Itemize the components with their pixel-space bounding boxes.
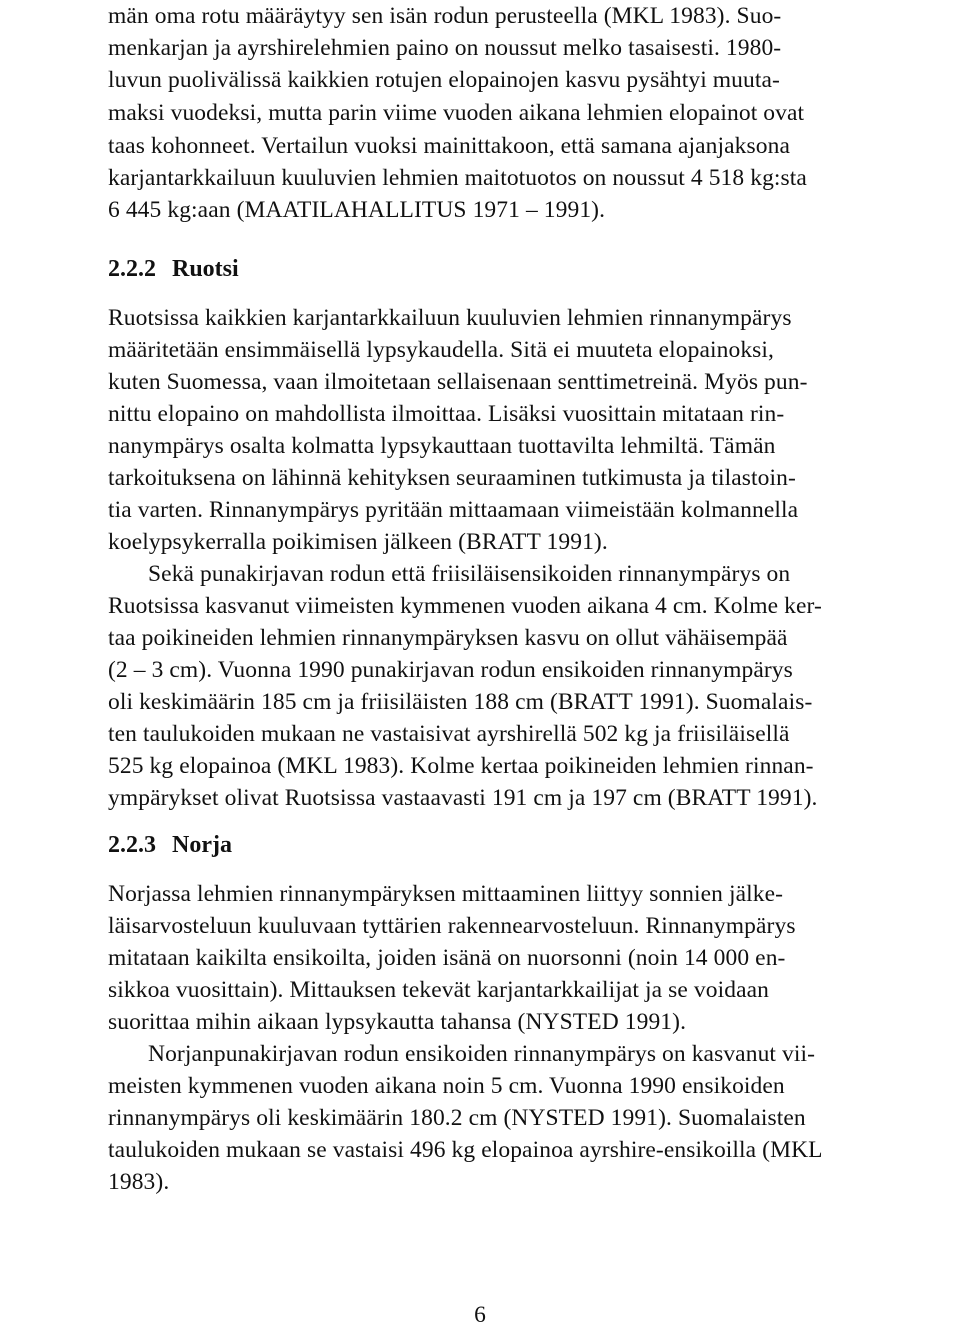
text-line: män oma rotu määräytyy sen isän rodun perusteella (MKL 1983). Suo- <box>108 3 782 29</box>
text-line: taas kohonneet. Vertailun vuoksi mainittakoon, että samana ajanjaksona <box>108 133 791 159</box>
text-line: suorittaa mihin aikaan lypsykautta tahansa (NYSTED 1991). <box>108 1009 687 1035</box>
text-line: 6 445 kg:aan (MAATILAHALLITUS 1971 – 1991). <box>108 197 606 223</box>
section-number: 2.2.3 <box>108 832 156 858</box>
page-number: 6 <box>474 1302 486 1328</box>
text-line: rinnanympärys oli keskimäärin 180.2 cm (NYSTED 1991). Suomalaisten <box>108 1105 806 1131</box>
text-line: meisten kymmenen vuoden aikana noin 5 cm. Vuonna 1990 ensikoiden <box>108 1073 785 1099</box>
text-line: (2 – 3 cm). Vuonna 1990 punakirjavan rodun ensikoiden rinnanympärys <box>108 657 793 683</box>
text-line: Norjanpunakirjavan rodun ensikoiden rinnanympärys on kasvanut vii- <box>148 1041 816 1067</box>
section-number: 2.2.2 <box>108 256 156 282</box>
text-line: Sekä punakirjavan rodun että friisiläisensikoiden rinnanympärys on <box>148 561 791 587</box>
text-line: 1983). <box>108 1169 170 1195</box>
text-line: läisarvosteluun kuuluvaan tyttärien rakennearvosteluun. Rinnanympärys <box>108 913 796 939</box>
text-line: ten taulukoiden mukaan ne vastaisivat ayrshirellä 502 kg ja friisiläisellä <box>108 721 790 747</box>
text-line: 525 kg elopainoa (MKL 1983). Kolme kertaa poikineiden lehmien rinnan- <box>108 753 814 779</box>
text-line: oli keskimäärin 185 cm ja friisiläisten 188 cm (BRATT 1991). Suomalais- <box>108 689 813 715</box>
section-heading-ruotsi <box>108 253 239 285</box>
text-line: nittu elopaino on mahdollista ilmoittaa. Lisäksi vuosittain mitataan rin- <box>108 401 785 427</box>
text-line: koelypsykerralla poikimisen jälkeen (BRATT 1991). <box>108 529 608 555</box>
text-line: sikkoa vuosittain). Mittauksen tekevät karjantarkkailijat ja se voidaan <box>108 977 769 1003</box>
text-line: tia varten. Rinnanympärys pyritään mittaamaan viimeistään kolmannella <box>108 497 799 523</box>
text-line: ympärykset olivat Ruotsissa vastaavasti 191 cm ja 197 cm (BRATT 1991). <box>108 785 818 811</box>
text-line: taulukoiden mukaan se vastaisi 496 kg elopainoa ayrshire-ensikoilla (MKL <box>108 1137 823 1163</box>
text-line: Norjassa lehmien rinnanympäryksen mittaaminen liittyy sonnien jälke- <box>108 881 784 907</box>
text-line: taa poikineiden lehmien rinnanympäryksen kasvu on ollut vähäisempää <box>108 625 788 651</box>
text-line: mitataan kaikilta ensikoilta, joiden isänä on nuorsonni (noin 14 000 en- <box>108 945 786 971</box>
text-line: kuten Suomessa, vaan ilmoitetaan sellaisenaan senttimetreinä. Myös pun- <box>108 369 808 395</box>
text-line: määritetään ensimmäisellä lypsykaudella. Sitä ei muuteta elopainoksi, <box>108 337 775 363</box>
section-title: Ruotsi <box>172 256 239 282</box>
text-line: luvun puolivälissä kaikkien rotujen elopainojen kasvu pysähtyi muuta- <box>108 67 780 93</box>
text-line: tarkoituksena on lähinnä kehityksen seuraaminen tutkimusta ja tilastoin- <box>108 465 796 491</box>
text-line: menkarjan ja ayrshirelehmien paino on noussut melko tasaisesti. 1980- <box>108 35 782 61</box>
text-line: maksi vuodeksi, mutta parin viime vuoden aikana lehmien elopainot ovat <box>108 100 805 126</box>
section-heading-norja <box>108 829 232 861</box>
section-title: Norja <box>172 832 232 858</box>
text-line: Ruotsissa kaikkien karjantarkkailuun kuuluvien lehmien rinnanympärys <box>108 305 792 331</box>
text-line: Ruotsissa kasvanut viimeisten kymmenen vuoden aikana 4 cm. Kolme ker- <box>108 593 822 619</box>
text-line: nanympärys osalta kolmatta lypsykauttaan tuottavilta lehmiltä. Tämän <box>108 433 776 459</box>
text-line: karjantarkkailuun kuuluvien lehmien maitotuotos on noussut 4 518 kg:sta <box>108 165 807 191</box>
